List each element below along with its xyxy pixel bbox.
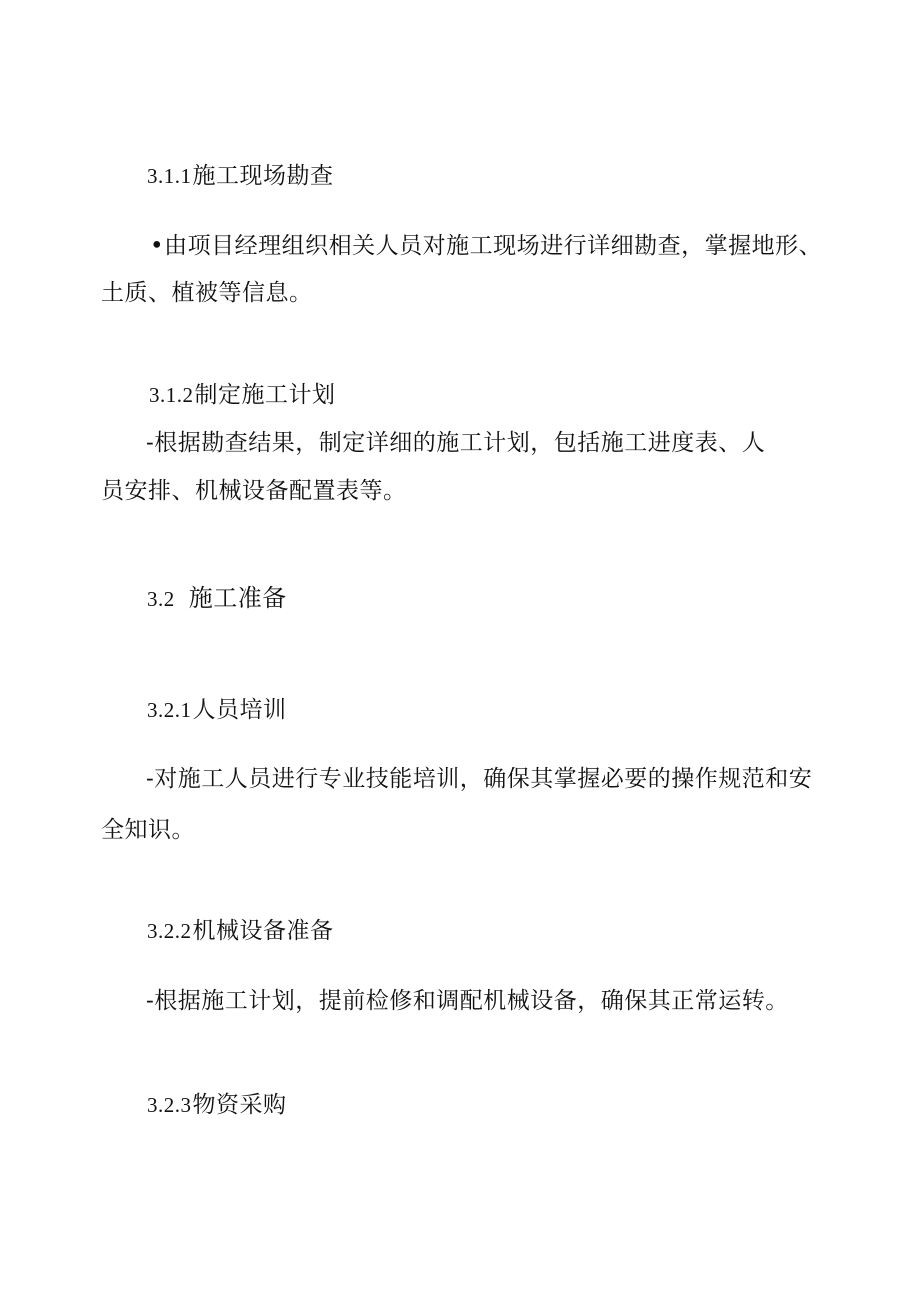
paragraph-line: 员安排、机械设备配置表等。 <box>101 478 407 504</box>
paragraph-line: 土质、植被等信息。 <box>101 280 313 306</box>
heading-number: 3.1.2 <box>149 383 194 407</box>
heading-number: 3.2.3 <box>147 1093 192 1117</box>
heading-title: 施工现场勘查 <box>192 163 334 189</box>
heading-number: 3.2 <box>147 587 175 611</box>
heading-3-2-1 <box>147 695 287 725</box>
paragraph-line: -根据施工计划，提前检修和调配机械设备，确保其正常运转。 <box>146 988 789 1014</box>
paragraph-line: 全知识。 <box>101 817 195 843</box>
heading-3-1-2 <box>149 380 336 410</box>
heading-3-2 <box>147 583 287 614</box>
heading-title: 物资采购 <box>192 1092 287 1118</box>
heading-title: 机械设备准备 <box>192 918 334 944</box>
paragraph-line: •由项目经理组织相关人员对施工现场进行详细勘查，掌握地形、 <box>150 233 823 259</box>
heading-number: 3.1.1 <box>147 164 192 188</box>
heading-3-1-1 <box>147 161 334 191</box>
heading-3-2-3 <box>147 1090 287 1120</box>
heading-title: 制定施工计划 <box>194 382 336 408</box>
paragraph-line: -根据勘查结果，制定详细的施工计划，包括施工进度表、人 <box>146 430 766 456</box>
paragraph-line: -对施工人员进行专业技能培训，确保其掌握必要的操作规范和安 <box>146 766 813 792</box>
heading-number: 3.2.1 <box>147 698 192 722</box>
heading-3-2-2 <box>147 916 334 946</box>
heading-title: 施工准备 <box>188 584 287 612</box>
heading-title: 人员培训 <box>192 697 287 723</box>
heading-number: 3.2.2 <box>147 919 192 943</box>
